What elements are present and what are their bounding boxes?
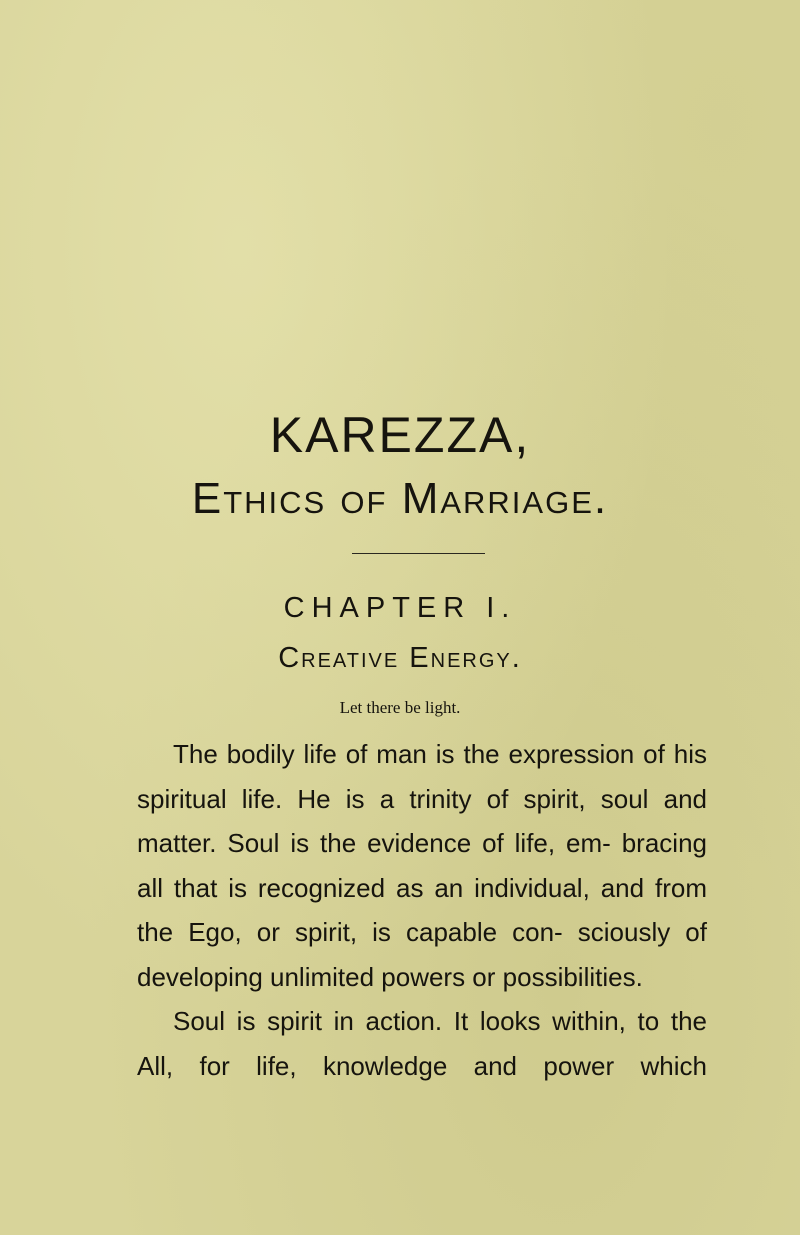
body-text bbox=[137, 732, 707, 1088]
chapter-label: CHAPTER I. bbox=[283, 592, 517, 624]
divider-rule bbox=[352, 553, 485, 554]
book-subtitle: Ethics of Marriage. bbox=[191, 474, 609, 523]
chapter-title: Creative Energy. bbox=[278, 642, 522, 674]
paragraph: Soul is spirit in action. It looks within, to the All, for life, knowledge and power which bbox=[137, 1006, 707, 1081]
book-title: KAREZZA, bbox=[269, 407, 531, 463]
epigraph: Let there be light. bbox=[339, 698, 461, 717]
paragraph: The bodily life of man is the expression of his spiritual life. He is a trinity of spirit, soul and matter. Soul is the evidence of life, em- bracing all that is recognized as an individual, and from the Ego, or spirit, is capable con- sciously of developing unlimited powers or possibilities. bbox=[137, 739, 707, 992]
